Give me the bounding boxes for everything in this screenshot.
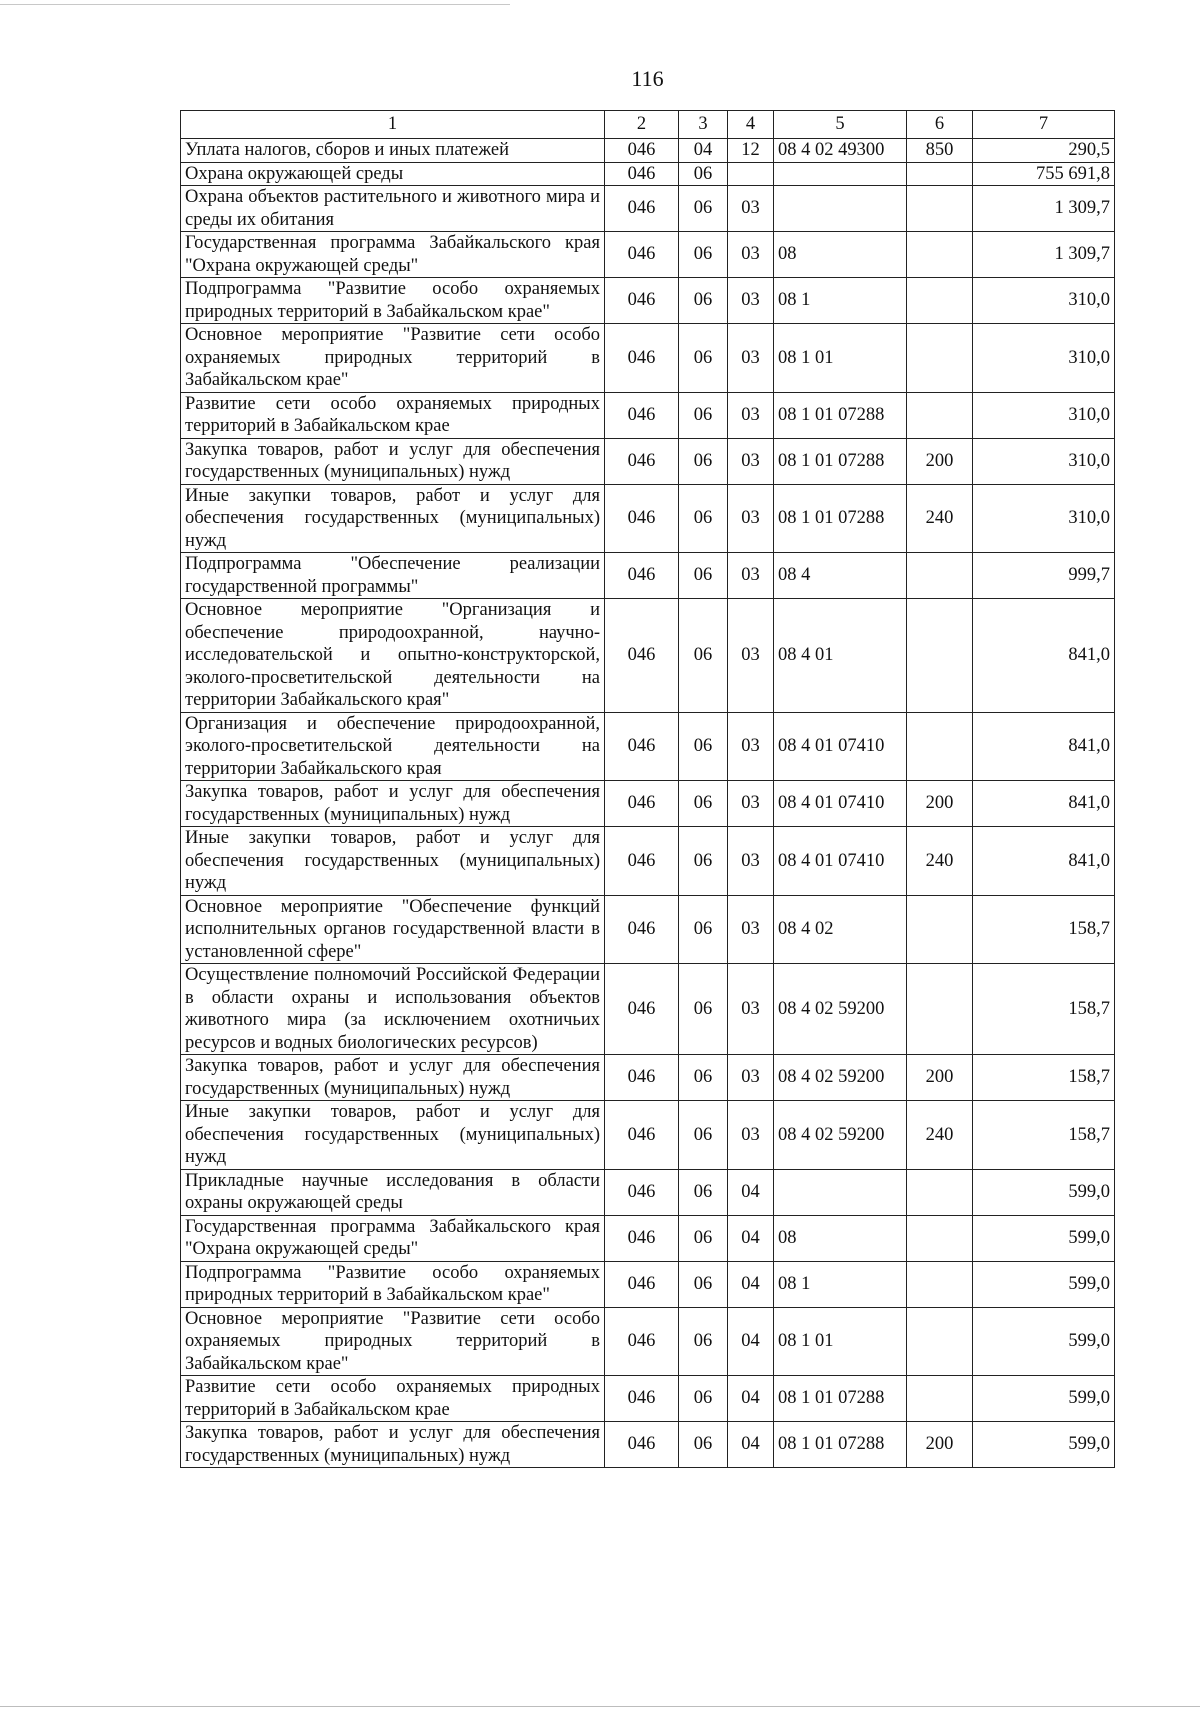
row-name-cell: Закупка товаров, работ и услуг для обеспечения государственных (муниципальных) нужд xyxy=(181,1422,605,1468)
amount-cell: 158,7 xyxy=(973,964,1115,1055)
section-cell: 06 xyxy=(679,781,728,827)
column-header-5: 5 xyxy=(774,111,907,139)
amount-cell: 841,0 xyxy=(973,781,1115,827)
subsection-cell: 03 xyxy=(728,324,774,393)
target-article-cell: 08 1 xyxy=(774,1261,907,1307)
section-cell: 06 xyxy=(679,1101,728,1170)
admin-code-cell: 046 xyxy=(605,964,679,1055)
section-cell: 06 xyxy=(679,964,728,1055)
target-article-cell xyxy=(774,186,907,232)
amount-cell: 158,7 xyxy=(973,895,1115,964)
amount-cell: 599,0 xyxy=(973,1376,1115,1422)
admin-code-cell: 046 xyxy=(605,1055,679,1101)
target-article-cell: 08 4 01 07410 xyxy=(774,827,907,896)
admin-code-cell: 046 xyxy=(605,392,679,438)
expense-type-cell xyxy=(907,1376,973,1422)
row-name-cell: Прикладные научные исследования в области охраны окружающей среды xyxy=(181,1169,605,1215)
subsection-cell: 03 xyxy=(728,186,774,232)
expense-type-cell xyxy=(907,278,973,324)
expense-type-cell xyxy=(907,324,973,393)
admin-code-cell: 046 xyxy=(605,186,679,232)
table-row xyxy=(181,278,1115,324)
target-article-cell: 08 1 01 07288 xyxy=(774,1376,907,1422)
expense-type-cell: 200 xyxy=(907,781,973,827)
amount-cell: 599,0 xyxy=(973,1169,1115,1215)
subsection-cell: 03 xyxy=(728,438,774,484)
column-header-2: 2 xyxy=(605,111,679,139)
subsection-cell: 12 xyxy=(728,139,774,163)
row-name-cell: Закупка товаров, работ и услуг для обеспечения государственных (муниципальных) нужд xyxy=(181,438,605,484)
subsection-cell: 03 xyxy=(728,712,774,781)
table-row xyxy=(181,1169,1115,1215)
target-article-cell: 08 1 01 xyxy=(774,324,907,393)
admin-code-cell: 046 xyxy=(605,1261,679,1307)
row-name-cell: Закупка товаров, работ и услуг для обеспечения государственных (муниципальных) нужд xyxy=(181,781,605,827)
table-row xyxy=(181,1376,1115,1422)
admin-code-cell: 046 xyxy=(605,712,679,781)
expense-type-cell xyxy=(907,1215,973,1261)
section-cell: 06 xyxy=(679,324,728,393)
row-name-cell: Основное мероприятие "Организация и обеспечение природоохранной, научно-исследовательской и опытно-конструкторской, эколого-просветительской деятельности на территории Забайкальского края" xyxy=(181,599,605,713)
subsection-cell: 03 xyxy=(728,599,774,713)
expense-type-cell xyxy=(907,599,973,713)
expense-type-cell xyxy=(907,553,973,599)
subsection-cell: 03 xyxy=(728,781,774,827)
table-row xyxy=(181,1101,1115,1170)
row-name-cell: Организация и обеспечение природоохранной, эколого-просветительской деятельности на территории Забайкальского края xyxy=(181,712,605,781)
table-row xyxy=(181,964,1115,1055)
admin-code-cell: 046 xyxy=(605,232,679,278)
subsection-cell: 03 xyxy=(728,553,774,599)
target-article-cell: 08 1 xyxy=(774,278,907,324)
section-cell: 06 xyxy=(679,599,728,713)
admin-code-cell: 046 xyxy=(605,324,679,393)
admin-code-cell: 046 xyxy=(605,895,679,964)
expense-type-cell: 200 xyxy=(907,1055,973,1101)
target-article-cell: 08 4 xyxy=(774,553,907,599)
subsection-cell: 04 xyxy=(728,1376,774,1422)
column-header-7: 7 xyxy=(973,111,1115,139)
expense-type-cell: 240 xyxy=(907,827,973,896)
section-cell: 06 xyxy=(679,895,728,964)
section-cell: 06 xyxy=(679,1169,728,1215)
column-header-4: 4 xyxy=(728,111,774,139)
expense-type-cell: 240 xyxy=(907,484,973,553)
amount-cell: 310,0 xyxy=(973,484,1115,553)
row-name-cell: Государственная программа Забайкальского края "Охрана окружающей среды" xyxy=(181,1215,605,1261)
section-cell: 06 xyxy=(679,278,728,324)
table-row xyxy=(181,1307,1115,1376)
target-article-cell: 08 4 02 59200 xyxy=(774,964,907,1055)
table-row xyxy=(181,1215,1115,1261)
table-row xyxy=(181,712,1115,781)
target-article-cell: 08 4 01 07410 xyxy=(774,781,907,827)
table-row xyxy=(181,1055,1115,1101)
row-name-cell: Развитие сети особо охраняемых природных территорий в Забайкальском крае xyxy=(181,392,605,438)
expense-type-cell xyxy=(907,232,973,278)
target-article-cell: 08 1 01 07288 xyxy=(774,392,907,438)
target-article-cell: 08 xyxy=(774,1215,907,1261)
section-cell: 06 xyxy=(679,827,728,896)
admin-code-cell: 046 xyxy=(605,1376,679,1422)
row-name-cell: Развитие сети особо охраняемых природных территорий в Забайкальском крае xyxy=(181,1376,605,1422)
amount-cell: 841,0 xyxy=(973,827,1115,896)
section-cell: 06 xyxy=(679,484,728,553)
section-cell: 06 xyxy=(679,1055,728,1101)
table-row xyxy=(181,186,1115,232)
column-header-6: 6 xyxy=(907,111,973,139)
section-cell: 06 xyxy=(679,1422,728,1468)
target-article-cell: 08 4 01 07410 xyxy=(774,712,907,781)
amount-cell: 599,0 xyxy=(973,1261,1115,1307)
section-cell: 06 xyxy=(679,186,728,232)
subsection-cell: 04 xyxy=(728,1169,774,1215)
scan-edge-line-top xyxy=(0,4,510,5)
row-name-cell: Закупка товаров, работ и услуг для обеспечения государственных (муниципальных) нужд xyxy=(181,1055,605,1101)
subsection-cell: 03 xyxy=(728,1055,774,1101)
section-cell: 06 xyxy=(679,1215,728,1261)
subsection-cell: 03 xyxy=(728,278,774,324)
target-article-cell: 08 4 02 59200 xyxy=(774,1055,907,1101)
section-cell: 06 xyxy=(679,1307,728,1376)
target-article-cell: 08 xyxy=(774,232,907,278)
row-name-cell: Основное мероприятие "Обеспечение функций исполнительных органов государственной власти в установленной сфере" xyxy=(181,895,605,964)
table-row xyxy=(181,139,1115,163)
expense-type-cell xyxy=(907,964,973,1055)
admin-code-cell: 046 xyxy=(605,1101,679,1170)
admin-code-cell: 046 xyxy=(605,1169,679,1215)
expense-type-cell xyxy=(907,895,973,964)
amount-cell: 310,0 xyxy=(973,324,1115,393)
subsection-cell xyxy=(728,162,774,186)
page-number: 116 xyxy=(631,66,664,91)
expense-type-cell xyxy=(907,162,973,186)
section-cell: 06 xyxy=(679,712,728,781)
table-row xyxy=(181,1422,1115,1468)
admin-code-cell: 046 xyxy=(605,278,679,324)
admin-code-cell: 046 xyxy=(605,1422,679,1468)
amount-cell: 999,7 xyxy=(973,553,1115,599)
amount-cell: 599,0 xyxy=(973,1422,1115,1468)
admin-code-cell: 046 xyxy=(605,781,679,827)
table-row xyxy=(181,895,1115,964)
subsection-cell: 04 xyxy=(728,1215,774,1261)
target-article-cell: 08 4 02 49300 xyxy=(774,139,907,163)
table-row xyxy=(181,438,1115,484)
amount-cell: 1 309,7 xyxy=(973,232,1115,278)
amount-cell: 755 691,8 xyxy=(973,162,1115,186)
subsection-cell: 03 xyxy=(728,1101,774,1170)
admin-code-cell: 046 xyxy=(605,827,679,896)
section-cell: 06 xyxy=(679,1376,728,1422)
expense-type-cell xyxy=(907,712,973,781)
target-article-cell xyxy=(774,162,907,186)
amount-cell: 841,0 xyxy=(973,599,1115,713)
amount-cell: 599,0 xyxy=(973,1307,1115,1376)
expense-type-cell xyxy=(907,186,973,232)
amount-cell: 1 309,7 xyxy=(973,186,1115,232)
subsection-cell: 04 xyxy=(728,1422,774,1468)
amount-cell: 310,0 xyxy=(973,438,1115,484)
admin-code-cell: 046 xyxy=(605,139,679,163)
table-row xyxy=(181,232,1115,278)
expense-type-cell: 240 xyxy=(907,1101,973,1170)
target-article-cell xyxy=(774,1169,907,1215)
column-header-1: 1 xyxy=(181,111,605,139)
section-cell: 06 xyxy=(679,232,728,278)
table-body xyxy=(181,139,1115,1468)
subsection-cell: 04 xyxy=(728,1261,774,1307)
column-header-3: 3 xyxy=(679,111,728,139)
row-name-cell: Уплата налогов, сборов и иных платежей xyxy=(181,139,605,163)
admin-code-cell: 046 xyxy=(605,1215,679,1261)
section-cell: 04 xyxy=(679,139,728,163)
amount-cell: 310,0 xyxy=(973,278,1115,324)
section-cell: 06 xyxy=(679,553,728,599)
table-row xyxy=(181,599,1115,713)
column-number-row xyxy=(181,111,1115,139)
admin-code-cell: 046 xyxy=(605,162,679,186)
target-article-cell: 08 4 02 xyxy=(774,895,907,964)
admin-code-cell: 046 xyxy=(605,438,679,484)
admin-code-cell: 046 xyxy=(605,553,679,599)
row-name-cell: Основное мероприятие "Развитие сети особо охраняемых природных территорий в Забайкальском крае" xyxy=(181,324,605,393)
row-name-cell: Осуществление полномочий Российской Федерации в области охраны и использования объектов животного мира (за исключением охотничьих ресурсов и водных биологических ресурсов) xyxy=(181,964,605,1055)
table-row xyxy=(181,324,1115,393)
budget-table xyxy=(180,110,1115,1468)
target-article-cell: 08 4 02 59200 xyxy=(774,1101,907,1170)
row-name-cell: Подпрограмма "Обеспечение реализации государственной программы" xyxy=(181,553,605,599)
row-name-cell: Иные закупки товаров, работ и услуг для обеспечения государственных (муниципальных) нужд xyxy=(181,1101,605,1170)
admin-code-cell: 046 xyxy=(605,484,679,553)
table-row xyxy=(181,781,1115,827)
expense-type-cell xyxy=(907,1169,973,1215)
subsection-cell: 04 xyxy=(728,1307,774,1376)
amount-cell: 290,5 xyxy=(973,139,1115,163)
table-row xyxy=(181,827,1115,896)
expense-type-cell xyxy=(907,1307,973,1376)
row-name-cell: Основное мероприятие "Развитие сети особо охраняемых природных территорий в Забайкальском крае" xyxy=(181,1307,605,1376)
subsection-cell: 03 xyxy=(728,827,774,896)
row-name-cell: Иные закупки товаров, работ и услуг для обеспечения государственных (муниципальных) нужд xyxy=(181,827,605,896)
amount-cell: 599,0 xyxy=(973,1215,1115,1261)
admin-code-cell: 046 xyxy=(605,599,679,713)
subsection-cell: 03 xyxy=(728,232,774,278)
row-name-cell: Иные закупки товаров, работ и услуг для обеспечения государственных (муниципальных) нужд xyxy=(181,484,605,553)
target-article-cell: 08 1 01 xyxy=(774,1307,907,1376)
subsection-cell: 03 xyxy=(728,895,774,964)
target-article-cell: 08 1 01 07288 xyxy=(774,1422,907,1468)
row-name-cell: Подпрограмма "Развитие особо охраняемых природных территорий в Забайкальском крае" xyxy=(181,278,605,324)
expense-type-cell xyxy=(907,1261,973,1307)
amount-cell: 841,0 xyxy=(973,712,1115,781)
scan-edge-line-bottom xyxy=(0,1706,1200,1707)
target-article-cell: 08 1 01 07288 xyxy=(774,438,907,484)
amount-cell: 310,0 xyxy=(973,392,1115,438)
target-article-cell: 08 1 01 07288 xyxy=(774,484,907,553)
row-name-cell: Государственная программа Забайкальского края "Охрана окружающей среды" xyxy=(181,232,605,278)
amount-cell: 158,7 xyxy=(973,1055,1115,1101)
row-name-cell: Подпрограмма "Развитие особо охраняемых природных территорий в Забайкальском крае" xyxy=(181,1261,605,1307)
expense-type-cell: 200 xyxy=(907,438,973,484)
section-cell: 06 xyxy=(679,1261,728,1307)
subsection-cell: 03 xyxy=(728,964,774,1055)
section-cell: 06 xyxy=(679,392,728,438)
target-article-cell: 08 4 01 xyxy=(774,599,907,713)
expense-type-cell: 200 xyxy=(907,1422,973,1468)
section-cell: 06 xyxy=(679,162,728,186)
table-row xyxy=(181,162,1115,186)
expense-type-cell xyxy=(907,392,973,438)
table-row xyxy=(181,392,1115,438)
expense-type-cell: 850 xyxy=(907,139,973,163)
table-row xyxy=(181,484,1115,553)
row-name-cell: Охрана окружающей среды xyxy=(181,162,605,186)
subsection-cell: 03 xyxy=(728,484,774,553)
section-cell: 06 xyxy=(679,438,728,484)
amount-cell: 158,7 xyxy=(973,1101,1115,1170)
subsection-cell: 03 xyxy=(728,392,774,438)
admin-code-cell: 046 xyxy=(605,1307,679,1376)
table-row xyxy=(181,553,1115,599)
row-name-cell: Охрана объектов растительного и животного мира и среды их обитания xyxy=(181,186,605,232)
table-row xyxy=(181,1261,1115,1307)
